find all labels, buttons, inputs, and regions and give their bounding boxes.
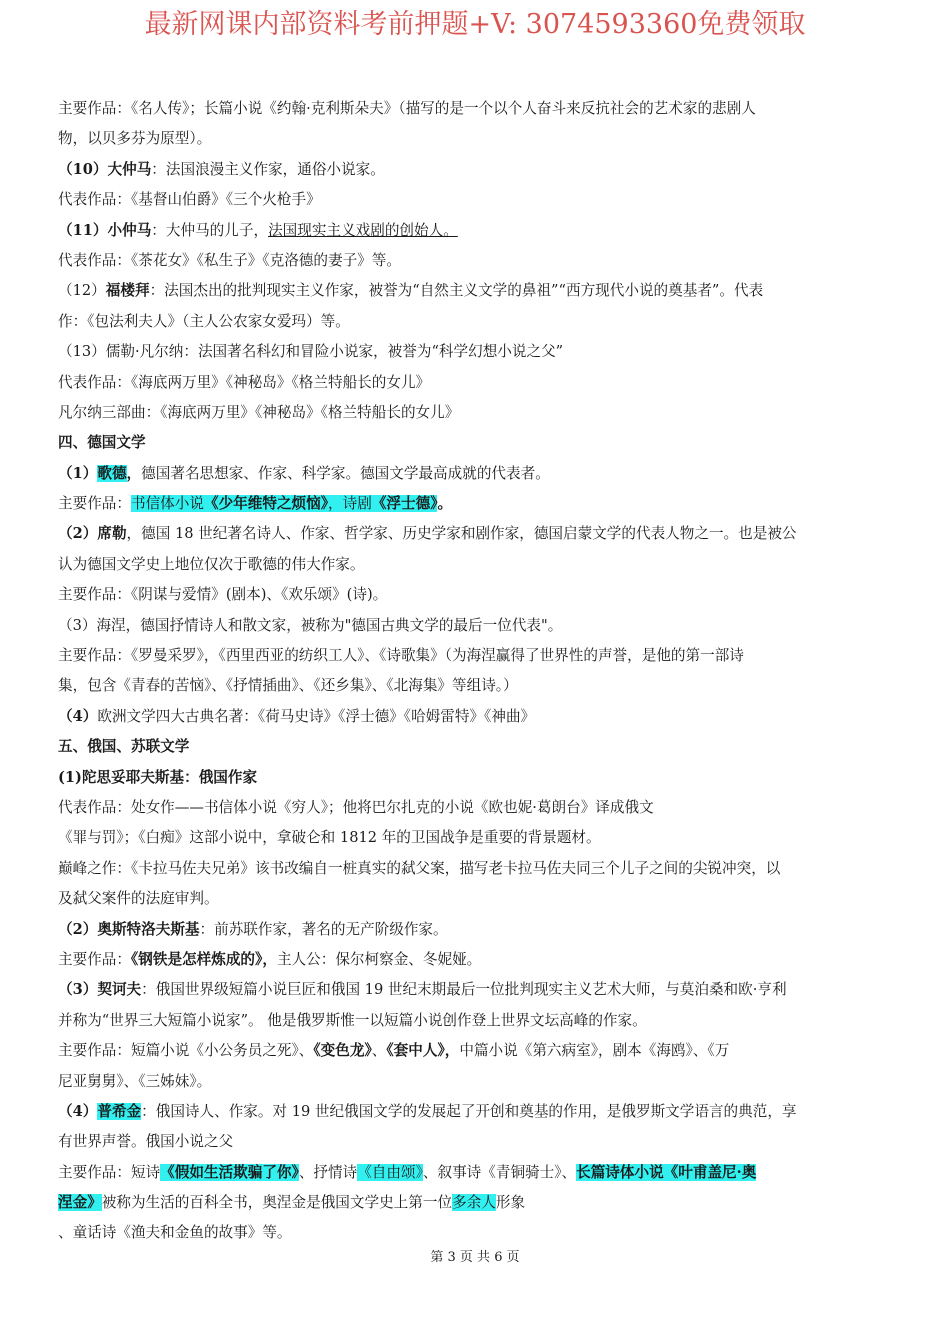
text-segment: 主要作品：《阴谋与爱情》(剧本)、《欢乐颂》(诗)。: [58, 586, 388, 604]
text-segment: 作：《包法利夫人》（主人公农家女爱玛）等。: [58, 312, 350, 330]
text-segment: 《变色龙》: [313, 1042, 372, 1060]
text-segment: （13）儒勒·凡尔纳：法国著名科幻和冒险小说家，被誉为“科学幻想小说之父”: [58, 343, 564, 361]
text-segment: （10）: [58, 160, 108, 178]
text-segment: 主要作品：: [58, 495, 131, 513]
text-segment: 代表作品：《海底两万里》《神秘岛》《格兰特船长的女儿》: [58, 373, 431, 391]
text-segment: ，德国 18 世纪著名诗人、作家、哲学家、历史学家和剧作家，德国启蒙文学的代表人物之一。也是被公: [126, 525, 797, 543]
text-segment: 有世界声誉。俄国小说之父: [58, 1133, 234, 1151]
text-line-l25: [58, 823, 894, 853]
text-segment: 尼亚舅舅》、《三姊妹》。: [58, 1072, 212, 1090]
text-segment: ，: [444, 1042, 460, 1060]
text-line-l24: [58, 793, 894, 823]
text-segment: 并称为“世界三大短篇小说家”。 他是俄罗斯惟一以短篇小说创作登上世界文坛高峰的作家。: [58, 1011, 647, 1029]
text-segment: 认为德国文学史上地位仅次于歌德的伟大作家。: [58, 555, 365, 573]
text-line-l10: [58, 368, 894, 398]
text-line-l33: [58, 1067, 894, 1097]
text-line-l36: [58, 1158, 894, 1188]
text-line-l3: [58, 155, 894, 185]
text-segment: 欧洲文学四大古典名著：《荷马史诗》《浮士德》《哈姆雷特》《神曲》: [97, 707, 536, 725]
highlighted-text: 书信体小说: [130, 495, 204, 513]
text-line-l34: [58, 1097, 894, 1127]
text-segment: 德国著名思想家、作家、科学家。德国文学最高成就的代表者。: [141, 464, 550, 482]
text-segment: (1)陀思妥耶夫斯基：俄国作家: [58, 768, 258, 786]
text-line-l26: [58, 854, 894, 884]
text-segment: 、抒情诗: [298, 1163, 358, 1181]
text-line-l7: [58, 276, 894, 306]
text-segment: 大仲马: [107, 160, 152, 178]
watermark-header: 最新网课内部资料考前押题+V: 3074593360免费领取: [144, 9, 806, 40]
text-segment: 主要作品：短篇小说《小公务员之死》、: [58, 1042, 314, 1060]
text-segment: 、童话诗《渔夫和金鱼的故事》等。: [58, 1224, 292, 1242]
highlighted-text: 歌德: [97, 464, 127, 482]
highlighted-text: 《假如生活欺骗了你》: [160, 1163, 299, 1181]
text-line-l11: [58, 398, 894, 428]
highlighted-text: 《自由颂》: [357, 1163, 423, 1181]
highlighted-text: 《浮士德》: [371, 495, 438, 513]
text-segment: 四、德国文学: [58, 434, 146, 452]
text-line-l32: [58, 1036, 894, 1066]
document-body: [58, 94, 894, 1249]
text-segment: 集，包含《青春的苦恼》、《抒情插曲》、《还乡集》、《北海集》等组诗。）: [58, 677, 518, 695]
text-line-l28: [58, 915, 894, 945]
text-segment: ，: [126, 464, 142, 482]
text-segment: 凡尔纳三部曲：《海底两万里》《神秘岛》《格兰特船长的女儿》: [58, 403, 460, 421]
text-segment: ：俄国世界级短篇小说巨匠和俄国 19 世纪末期最后一位批判现实主义艺术大师，与莫泊桑和欧·亨利: [141, 981, 787, 999]
text-line-l31: [58, 1006, 894, 1036]
text-segment: 主要作品：《罗曼采罗》，《西里西亚的纺织工人》、《诗歌集》（为海涅赢得了世界性的声誉，是他的第一部诗: [58, 647, 744, 665]
text-segment: ：法国浪漫主义作家，通俗小说家。: [151, 160, 385, 178]
text-line-l22: [58, 732, 894, 762]
text-line-l9: [58, 337, 894, 367]
text-line-l13: [58, 459, 894, 489]
text-segment: 福楼拜: [105, 282, 150, 300]
text-segment: 巅峰之作：《卡拉马佐夫兄弟》该书改编自一桩真实的弑父案，描写老卡拉马佐夫同三个儿子之间的尖锐冲突，以: [58, 859, 781, 877]
text-line-l37: [58, 1188, 894, 1218]
text-segment: 契诃夫: [97, 981, 142, 999]
text-line-l21: [58, 702, 894, 732]
highlighted-text: 长篇诗体小说《叶甫盖尼·奥: [576, 1163, 757, 1181]
text-segment: 席勒: [97, 525, 127, 543]
text-line-l14: [58, 489, 894, 519]
highlighted-text: 涅金》: [58, 1194, 102, 1212]
text-segment: （2）: [58, 525, 98, 543]
text-line-l16: [58, 550, 894, 580]
text-segment: 主要作品：短诗: [58, 1163, 161, 1181]
text-segment: （4）: [58, 707, 98, 725]
text-segment: （2）: [58, 920, 98, 938]
text-segment: 主要作品：: [58, 950, 131, 968]
text-line-l23: [58, 763, 894, 793]
text-segment: 被称为生活的百科全书，奥涅金是俄国文学史上第一位: [101, 1194, 453, 1212]
text-segment: 物，以贝多芬为原型）。: [58, 130, 212, 148]
text-segment: 法国现实主义戏剧的创始人。: [268, 221, 458, 239]
text-segment: 。: [437, 495, 453, 513]
text-line-l19: [58, 641, 894, 671]
text-line-l17: [58, 580, 894, 610]
text-line-l27: [58, 884, 894, 914]
text-segment: （1）: [58, 464, 98, 482]
highlighted-text: 普希金: [97, 1102, 142, 1120]
text-line-l2: [58, 124, 894, 154]
page-number: 第 3 页 共 6 页: [430, 1250, 520, 1265]
text-segment: ：法国杰出的批判现实主义作家，被誉为“自然主义文学的鼻祖”“西方现代小说的奠基者”。代表: [149, 282, 764, 300]
text-line-l30: [58, 975, 894, 1005]
text-segment: 代表作品：《基督山伯爵》《三个火枪手》: [58, 191, 321, 209]
text-segment: 《套中人》: [386, 1042, 445, 1060]
text-segment: ，: [262, 950, 277, 968]
text-segment: 代表作品：处女作——书信体小说《穷人》；他将巴尔扎克的小说《欧也妮·葛朗台》译成俄文: [58, 798, 654, 816]
text-segment: （3）: [58, 981, 98, 999]
text-line-l18: [58, 611, 894, 641]
text-segment: （3）海涅，德国抒情诗人和散文家，被称为"德国古典文学的最后一位代表"。: [58, 616, 563, 634]
text-line-l29: [58, 945, 894, 975]
text-segment: （12）: [58, 282, 106, 300]
highlighted-text: 多余人: [452, 1194, 496, 1212]
highlighted-text: ，诗剧: [328, 495, 372, 513]
text-segment: 主人公：保尔柯察金、冬妮娅。: [276, 950, 482, 968]
text-line-l8: [58, 307, 894, 337]
text-line-l35: [58, 1127, 894, 1157]
text-segment: ：俄国诗人、作家。对 19 世纪俄国文学的发展起了开创和奠基的作用，是俄罗斯文学语言的典范，享: [141, 1102, 797, 1120]
text-line-l20: [58, 671, 894, 701]
text-segment: ：大仲马的儿子，: [151, 221, 269, 239]
text-line-l1: [58, 94, 894, 124]
text-segment: 形象: [495, 1194, 526, 1212]
text-line-l15: [58, 519, 894, 549]
text-segment: 、叙事诗《青铜骑士》、: [422, 1163, 577, 1181]
text-segment: 五、俄国、苏联文学: [58, 738, 190, 756]
text-line-l12: [58, 428, 894, 458]
text-segment: （11）: [58, 221, 108, 239]
text-segment: 主要作品：《名人传》；长篇小说《约翰·克利斯朵夫》（描写的是一个以个人奋斗来反抗社会的艺术家的悲剧人: [58, 100, 756, 117]
highlighted-text: 《少年维特之烦恼》: [203, 495, 329, 513]
text-segment: 代表作品：《茶花女》《私生子》《克洛德的妻子》等。: [58, 251, 401, 269]
text-line-l4: [58, 185, 894, 215]
text-segment: （4）: [58, 1102, 98, 1120]
text-segment: 、: [371, 1042, 387, 1060]
text-line-l38: [58, 1218, 894, 1248]
text-line-l6: [58, 246, 894, 276]
text-line-l5: [58, 216, 894, 246]
text-segment: 及弑父案件的法庭审判。: [58, 890, 219, 908]
text-segment: ：前苏联作家，著名的无产阶级作家。: [199, 920, 448, 938]
text-segment: 奥斯特洛夫斯基: [97, 920, 200, 938]
text-segment: 中篇小说《第六病室》，剧本《海鸥》、《万: [459, 1042, 730, 1060]
text-segment: 《罪与罚》；《白痴》这部小说中，拿破仑和 1812 年的卫国战争是重要的背景题材。: [58, 829, 601, 847]
text-segment: 小仲马: [107, 221, 152, 239]
text-segment: 《钢铁是怎样炼成的》: [130, 950, 263, 968]
